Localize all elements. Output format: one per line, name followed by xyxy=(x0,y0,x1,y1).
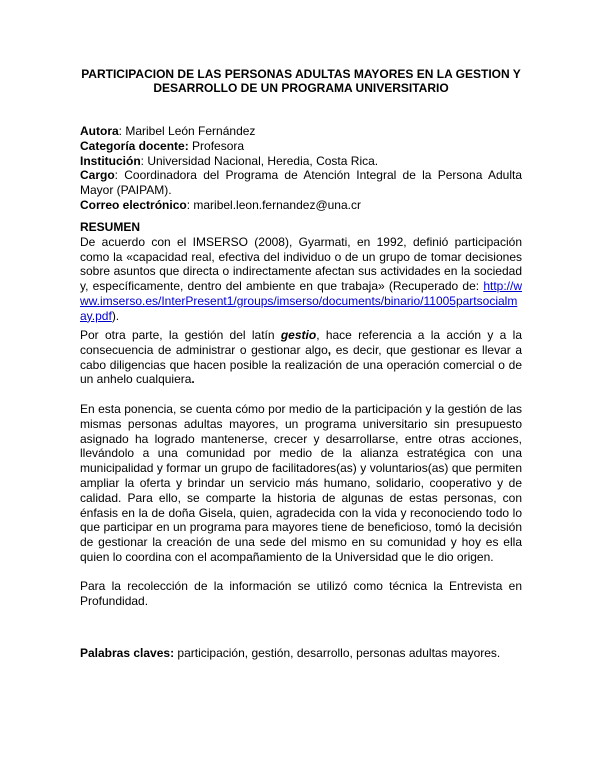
imserso-link[interactable]: http://www.imserso.es/InterPresent1/groups/imserso/documents/binario/11005partsocialmay.pdf xyxy=(80,279,522,323)
abstract-paragraph-3 xyxy=(80,402,522,565)
p2-bold-dot: . xyxy=(191,372,195,387)
institution-label: Institución xyxy=(80,153,141,168)
p2-bold-comma: , xyxy=(327,342,332,357)
keywords-line xyxy=(80,646,522,661)
category-value: Profesora xyxy=(188,138,245,153)
author-value: : Maribel León Fernández xyxy=(118,124,256,138)
abstract-paragraph-1 xyxy=(80,235,522,324)
institution-value: : Universidad Nacional, Heredia, Costa Rica. xyxy=(140,153,379,168)
p3-text: En esta ponencia, se cuenta cómo por medio de la participación y la gestión de las mismas personas adultas mayores, un programa universitario sin presupuesto asignado ha logrado mantenerse, crecer y desarrollarse, entre otras acciones, llevándolo a una comunidad por medio de la alianza estratégica con una municipalidad y formar un grupo de facilitadores(as) y voluntarios(as) que permiten ampliar la oferta y brindar un servicio más humano, solidario, cooperativo y de calidad. Para ello, se comparte la historia de algunas de estas personas, con énfasis en la de doña Gisela, quien, agradecida con la vida y reconociendo todo lo que participar en un programa para mayores tiene de beneficioso, tomó la decisión de gestionar la creación de una sede del mismo en su comunidad y hoy es ella quien lo coordina con el acompañamiento de la Universidad que le dio origen. xyxy=(80,402,522,564)
p2-text-c: es decir, que gestionar es llevar a cabo diligencias que hacen posible la realización de una operación comercial o de un anhelo cualquiera xyxy=(80,342,522,387)
email-line xyxy=(80,198,522,213)
abstract-paragraph-4 xyxy=(80,579,522,609)
abstract-p1-text: De acuerdo con el IMSERSO (2008), Gyarmati, en 1992, definió participación como la «capacidad real, efectiva del individuo o de un grupo de tomar decisiones sobre asuntos que directa o indirectamente afectan sus actividades en la sociedad y, específicamente, dentro del ambiente en que trabaja» (Recuperado de: xyxy=(80,234,522,294)
author-metadata xyxy=(80,124,522,213)
category-label: Categoría docente: xyxy=(80,138,189,153)
keywords-label: Palabras claves: xyxy=(80,646,175,660)
category-line xyxy=(80,139,522,154)
p4-text: Para la recolección de la información se utilizó como técnica la Entrevista en Profundidad. xyxy=(80,579,522,608)
email-label: Correo electrónico xyxy=(80,197,187,212)
author-label: Autora xyxy=(80,124,119,138)
institution-line xyxy=(80,154,522,169)
keywords-value: participación, gestión, desarrollo, personas adultas mayores. xyxy=(174,646,501,660)
position-label: Cargo xyxy=(80,168,115,183)
position-line xyxy=(80,168,522,198)
email-value: : maribel.leon.fernandez@una.cr xyxy=(186,197,361,212)
p2-text-a: Por otra parte, la gestión del latín xyxy=(80,328,281,342)
p2-emphasis: gestio xyxy=(280,328,317,342)
position-value: : Coordinadora del Programa de Atención Integral de la Persona Adulta Mayor (PAIPAM). xyxy=(80,168,522,198)
document-title: PARTICIPACION DE LAS PERSONAS ADULTAS MAYORES EN LA GESTION Y DESARROLLO DE UN PROGRAMA UNIVERSITARIO xyxy=(81,67,521,95)
abstract-heading: RESUMEN xyxy=(80,220,141,234)
p2-text-b: , hace referencia a la acción y a la consecuencia de administrar o gestionar algo xyxy=(80,328,522,357)
author-line xyxy=(80,124,522,139)
abstract-p1-end: ). xyxy=(111,308,120,323)
abstract-section xyxy=(80,220,522,324)
abstract-paragraph-2 xyxy=(80,328,522,387)
